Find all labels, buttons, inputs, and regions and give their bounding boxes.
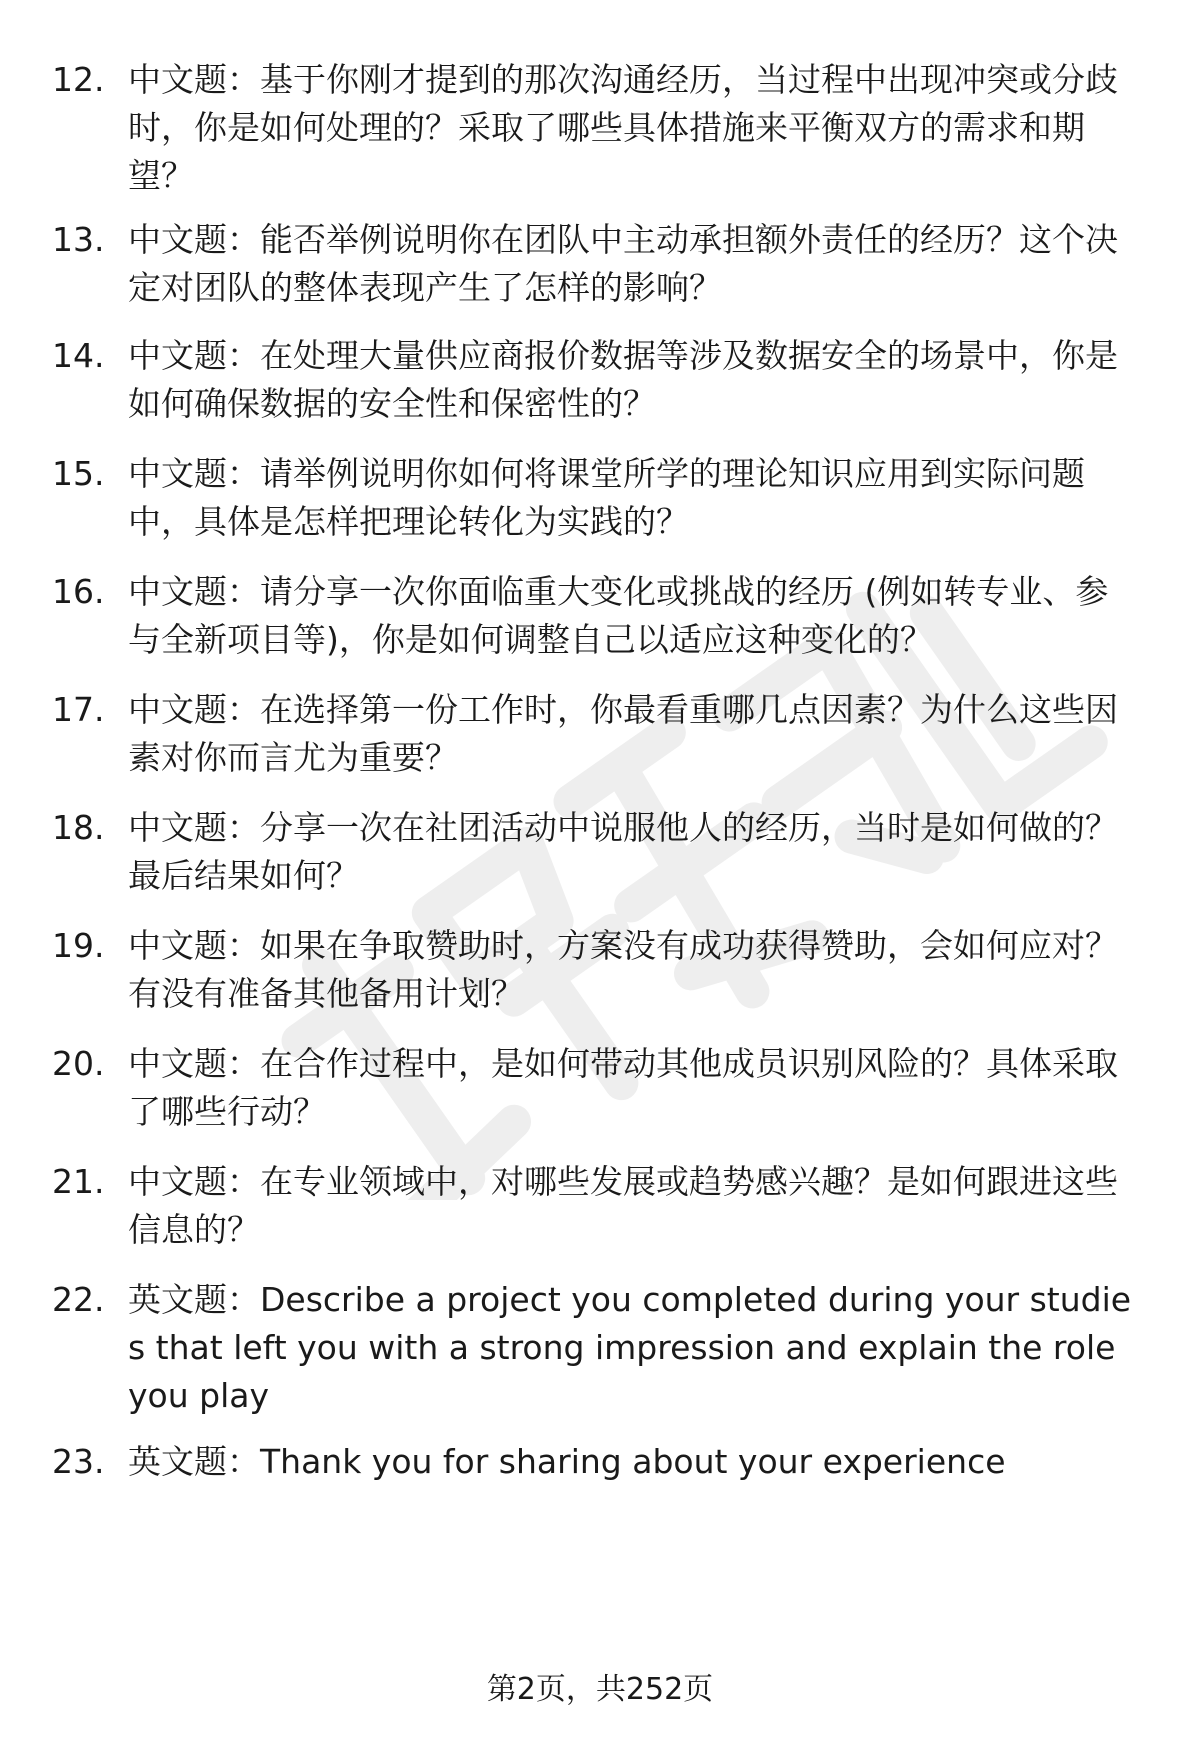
- question-body: [128, 216, 1138, 312]
- question-body: [128, 1040, 1138, 1136]
- question-body: [128, 1438, 1138, 1486]
- question-number: 14.: [52, 336, 105, 375]
- question-text: 在选择第一份工作时，你最看重哪几点因素？为什么这些因素对你而言尤为重要？: [128, 690, 1118, 777]
- question-type-label: 英文题：: [128, 1280, 260, 1319]
- question-number: 21.: [52, 1162, 105, 1201]
- question-number: 20.: [52, 1044, 105, 1083]
- question-number: 23.: [52, 1442, 105, 1481]
- question-body: [128, 804, 1138, 900]
- question-number: 22.: [52, 1280, 105, 1319]
- question-type-label: 中文题：: [128, 808, 260, 847]
- question-text: Thank you for sharing about your experience: [260, 1442, 1006, 1481]
- question-number: 17.: [52, 690, 105, 729]
- question-type-label: 中文题：: [128, 1044, 260, 1083]
- question-type-label: 英文题：: [128, 1442, 260, 1481]
- question-body: [128, 1158, 1138, 1254]
- question-body: [128, 450, 1138, 546]
- question-body: [128, 686, 1138, 782]
- question-body: [128, 56, 1138, 200]
- question-number: 19.: [52, 926, 105, 965]
- question-type-label: 中文题：: [128, 220, 260, 259]
- question-text: 请举例说明你如何将课堂所学的理论知识应用到实际问题中，具体是怎样把理论转化为实践的？: [128, 454, 1085, 541]
- question-type-label: 中文题：: [128, 60, 260, 99]
- question-number: 18.: [52, 808, 105, 847]
- question-type-label: 中文题：: [128, 454, 260, 493]
- question-body: [128, 922, 1138, 1018]
- question-text: 基于你刚才提到的那次沟通经历，当过程中出现冲突或分歧时，你是如何处理的？采取了哪些具体措施来平衡双方的需求和期望？: [128, 60, 1118, 195]
- question-text: 在专业领域中，对哪些发展或趋势感兴趣？是如何跟进这些信息的？: [128, 1162, 1118, 1249]
- question-body: [128, 1276, 1138, 1420]
- question-text: 请分享一次你面临重大变化或挑战的经历 (例如转专业、参与全新项目等)，你是如何调整自己以适应这种变化的？: [128, 572, 1109, 659]
- page-footer: [0, 1670, 1200, 1710]
- question-text: 分享一次在社团活动中说服他人的经历，当时是如何做的？最后结果如何？: [128, 808, 1118, 895]
- question-number: 13.: [52, 220, 105, 259]
- question-text: 能否举例说明你在团队中主动承担额外责任的经历？这个决定对团队的整体表现产生了怎样的影响？: [128, 220, 1118, 307]
- question-type-label: 中文题：: [128, 336, 260, 375]
- question-type-label: 中文题：: [128, 926, 260, 965]
- question-type-label: 中文题：: [128, 572, 260, 611]
- page-number: 第2页，共252页: [486, 1672, 714, 1707]
- question-text: 在处理大量供应商报价数据等涉及数据安全的场景中，你是如何确保数据的安全性和保密性的？: [128, 336, 1118, 423]
- question-text: 如果在争取赞助时，方案没有成功获得赞助，会如何应对？有没有准备其他备用计划？: [128, 926, 1118, 1013]
- question-type-label: 中文题：: [128, 690, 260, 729]
- question-number: 15.: [52, 454, 105, 493]
- question-text: Describe a project you completed during your studies that left you with a strong impression and explain the role you play: [128, 1280, 1132, 1415]
- question-text: 在合作过程中，是如何带动其他成员识别风险的？具体采取了哪些行动？: [128, 1044, 1118, 1131]
- question-body: [128, 332, 1138, 428]
- question-body: [128, 568, 1138, 664]
- question-type-label: 中文题：: [128, 1162, 260, 1201]
- question-number: 16.: [52, 572, 105, 611]
- question-number: 12.: [52, 60, 105, 99]
